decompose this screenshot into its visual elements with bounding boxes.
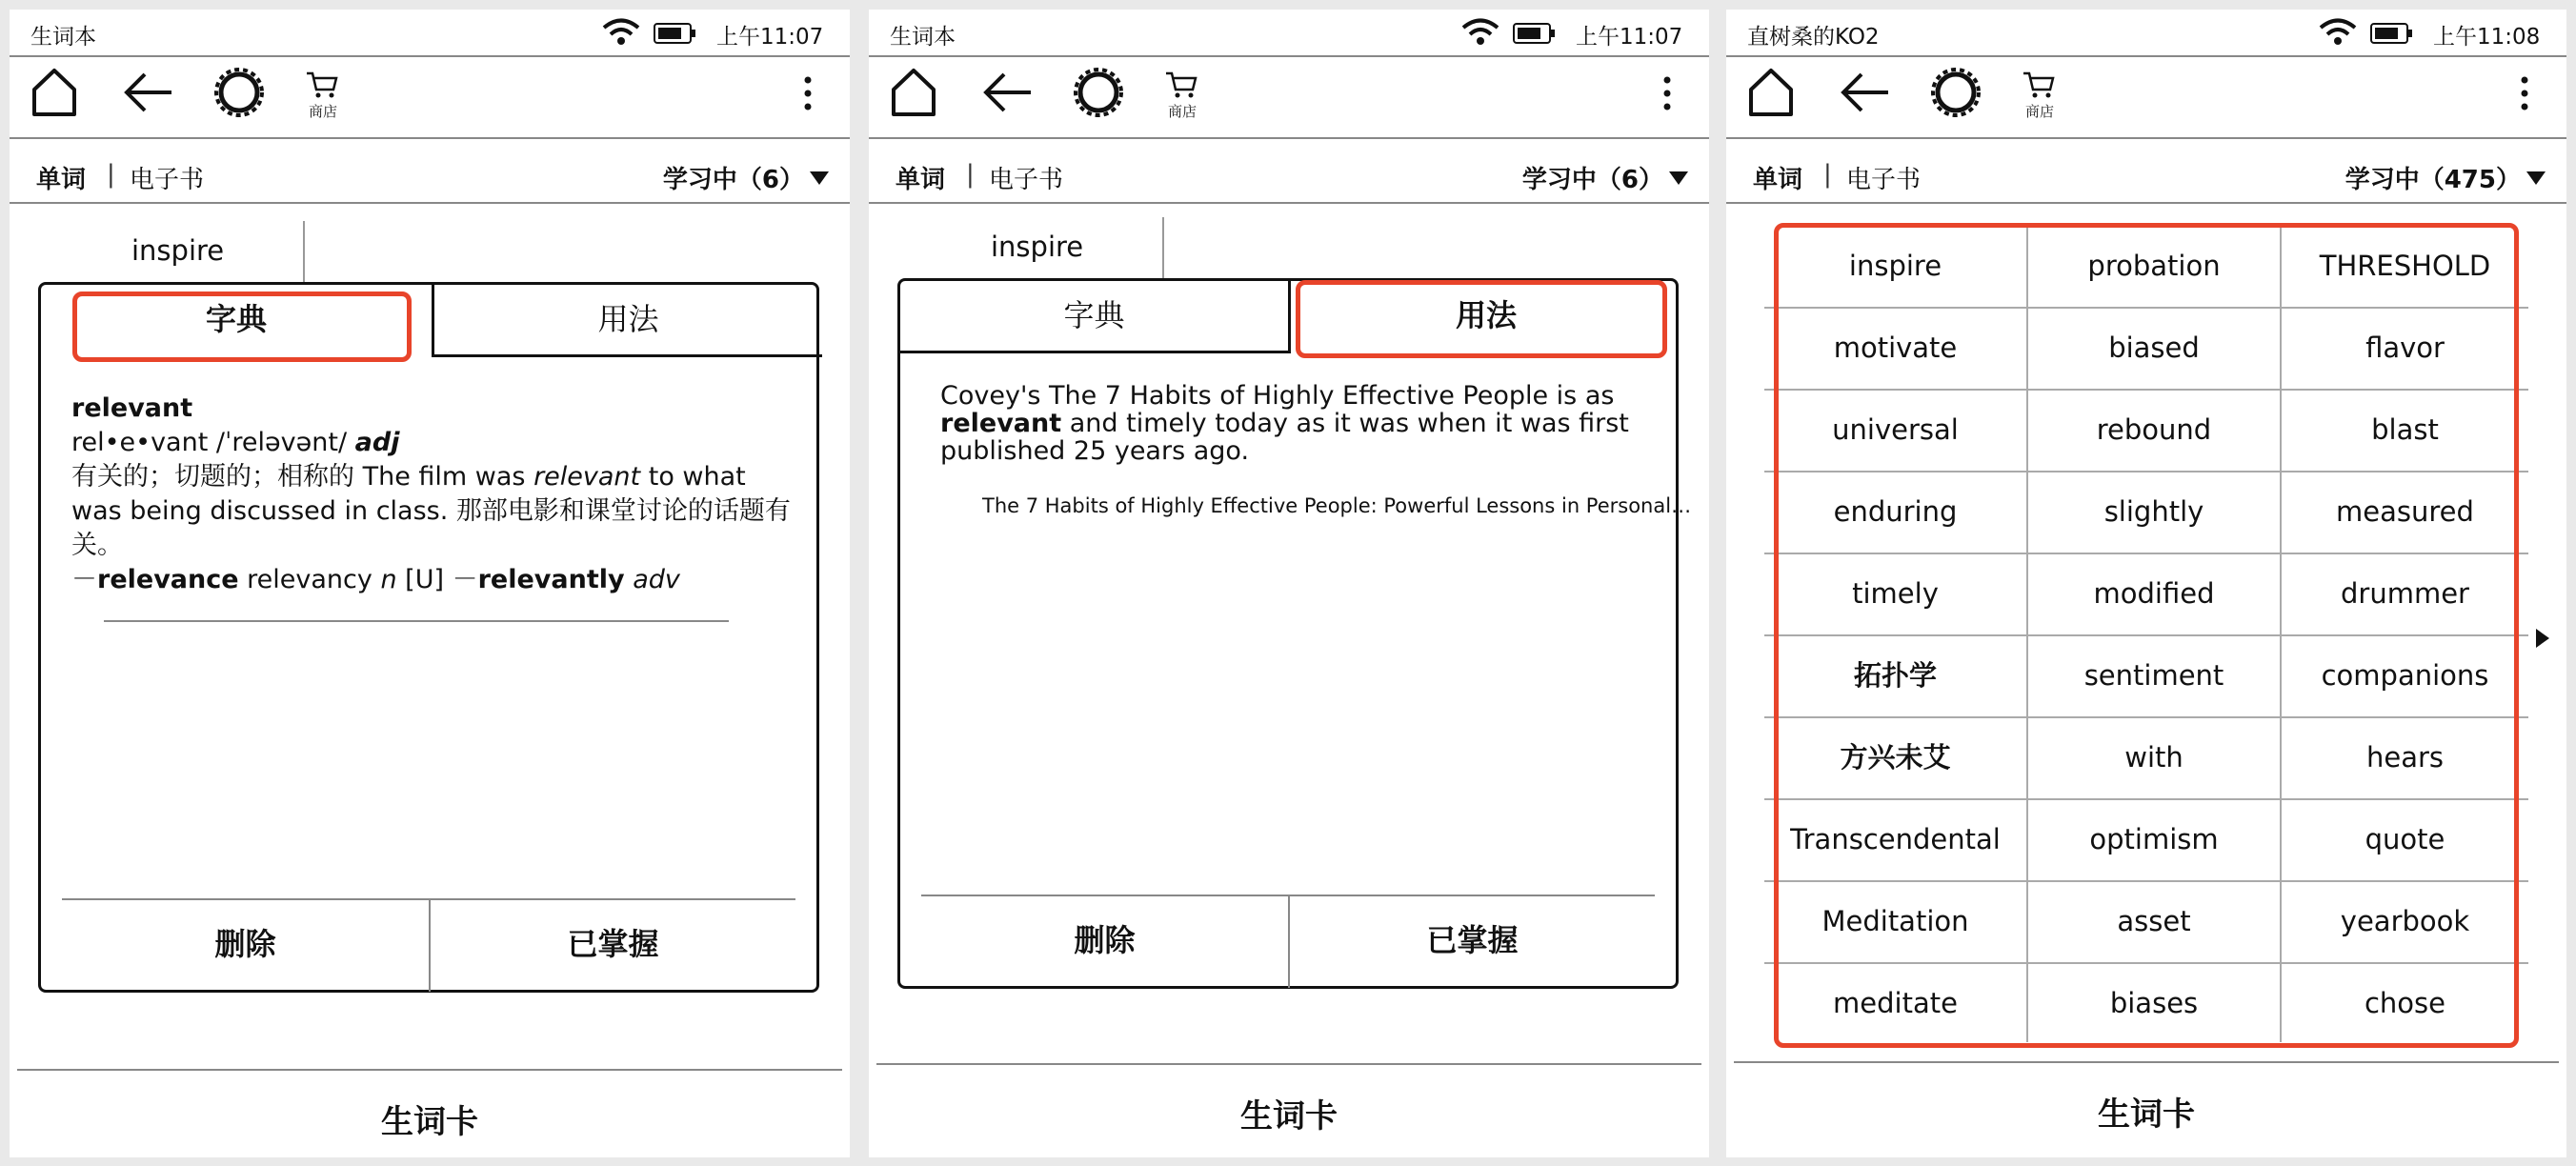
screen-word-grid <box>1726 10 2566 1157</box>
word-cell[interactable]: biases <box>2109 987 2199 1019</box>
example-word: relevant <box>533 462 641 492</box>
divider <box>869 202 1709 204</box>
view-tabs <box>869 152 1709 202</box>
triangle-right-icon[interactable] <box>2536 629 2549 648</box>
store-button[interactable] <box>1164 70 1212 120</box>
word-cell[interactable]: flavor <box>2365 332 2445 364</box>
view-tabs <box>1726 152 2566 202</box>
divider <box>1162 217 1164 282</box>
wifi-icon <box>1459 17 1501 46</box>
related-word: relevantly <box>477 565 625 594</box>
back-arrow-icon[interactable] <box>1839 69 1892 116</box>
battery-icon <box>2370 23 2414 44</box>
word-cell[interactable]: drummer <box>2341 577 2469 610</box>
related-pos: n <box>380 565 397 594</box>
highlight-box <box>1296 280 1667 358</box>
word-cell[interactable]: hears <box>2365 741 2445 774</box>
mastered-button[interactable]: 已掌握 <box>429 900 795 992</box>
wifi-icon <box>2317 17 2359 46</box>
word-cell[interactable]: optimism <box>2089 823 2219 855</box>
example-b: to what was being discussed in class. 那部电影和课堂讨论的话题有关。 <box>71 462 791 560</box>
status-app-name: 生词本 <box>890 25 956 50</box>
entry-word: relevant <box>71 393 193 423</box>
definition-cn: 有关的；切题的；相称的 <box>71 462 354 492</box>
more-vert-icon[interactable] <box>798 74 817 112</box>
ipa: /ˈreləvənt/ <box>215 428 348 457</box>
word-cell[interactable]: slightly <box>2103 495 2204 528</box>
example-a: The film was <box>362 462 526 492</box>
battery-icon <box>1513 23 1557 44</box>
tab-ebook[interactable]: 电子书 <box>989 166 1064 194</box>
tab-words[interactable]: 单词 <box>1753 166 1803 194</box>
store-label: 商店 <box>2025 103 2055 120</box>
word-cell[interactable]: meditate <box>1833 987 1958 1019</box>
delete-button[interactable]: 删除 <box>214 926 276 962</box>
definition <box>71 460 795 563</box>
cart-icon <box>2022 70 2056 99</box>
tab-separator: | <box>1823 160 1832 189</box>
screen-dictionary-view <box>10 10 850 1157</box>
divider <box>869 137 1709 139</box>
related-pos: adv <box>633 565 680 594</box>
mastered-button[interactable]: 已掌握 <box>1288 896 1655 988</box>
word-cell[interactable]: probation <box>2087 250 2221 282</box>
back-arrow-icon[interactable] <box>122 69 175 116</box>
screen-usage-view <box>869 10 1709 1157</box>
syllables: rel•e•vant <box>71 428 209 457</box>
related-tag: [U] <box>405 565 445 594</box>
pronunciation-line <box>71 426 795 460</box>
divider <box>10 202 850 204</box>
word-cell[interactable]: measured <box>2336 495 2474 528</box>
word-card <box>897 278 1692 989</box>
status-bar <box>869 10 1709 55</box>
word-card <box>38 282 819 993</box>
highlight-box <box>1774 223 2519 1048</box>
word-cell[interactable]: enduring <box>1833 495 1958 528</box>
word-cell[interactable]: biased <box>2108 332 2200 364</box>
usage-example <box>940 382 1645 465</box>
highlight-box <box>72 292 412 362</box>
word-cell[interactable]: blast <box>2371 413 2439 446</box>
word-cell[interactable]: inspire <box>1848 250 1942 282</box>
status-time: 上午11:07 <box>716 25 824 50</box>
word-cell[interactable]: quote <box>2365 823 2445 855</box>
word-cell[interactable]: chose <box>2364 987 2446 1019</box>
word-cell[interactable]: 拓扑学 <box>1853 659 1937 692</box>
headword: inspire <box>131 234 225 267</box>
tab-usage[interactable]: 用法 <box>432 285 822 357</box>
word-cell[interactable]: THRESHOLD <box>2319 250 2491 282</box>
settings-gear-icon[interactable] <box>1930 67 1982 118</box>
back-arrow-icon[interactable] <box>981 69 1035 116</box>
view-tabs <box>10 152 850 202</box>
word-cell[interactable]: Transcendental <box>1790 823 2001 855</box>
word-cell[interactable]: motivate <box>1833 332 1958 364</box>
store-label: 商店 <box>1168 103 1197 120</box>
status-app-name: 生词本 <box>30 25 96 50</box>
status-time: 上午11:08 <box>2433 25 2541 50</box>
tab-usage[interactable]: 用法 <box>1455 297 1517 333</box>
divider <box>10 137 850 139</box>
triangle-down-icon[interactable] <box>810 171 829 185</box>
example-highlight-word: relevant <box>940 409 1062 438</box>
word-cell[interactable]: Meditation <box>1821 905 1969 937</box>
word-card-title: 生词卡 <box>1240 1097 1338 1136</box>
divider <box>869 55 1709 57</box>
cart-icon <box>305 70 339 99</box>
settings-gear-icon[interactable] <box>1073 67 1124 118</box>
status-time: 上午11:07 <box>1576 25 1683 50</box>
word-cell[interactable]: yearbook <box>2340 905 2470 937</box>
wifi-icon <box>600 17 642 46</box>
related-word: relevance <box>97 565 239 594</box>
tab-dictionary[interactable]: 字典 <box>205 301 267 337</box>
tab-separator: | <box>966 160 975 189</box>
word-cell[interactable]: with <box>2124 741 2184 774</box>
tab-ebook[interactable]: 电子书 <box>130 166 205 194</box>
home-icon[interactable] <box>1747 67 1795 118</box>
store-button[interactable] <box>2022 70 2069 120</box>
dash: － <box>71 565 97 594</box>
more-vert-icon[interactable] <box>2515 74 2534 112</box>
status-filter-dropdown[interactable]: 学习中（6） <box>1521 166 1663 194</box>
status-filter-dropdown[interactable]: 学习中（475） <box>2345 166 2521 194</box>
word-cell[interactable]: modified <box>2093 577 2215 610</box>
status-app-name: 直树桑的KO2 <box>1747 25 1880 50</box>
triangle-down-icon[interactable] <box>2526 171 2546 185</box>
delete-button[interactable]: 删除 <box>1074 922 1136 958</box>
word-cell[interactable]: sentiment <box>2083 659 2224 692</box>
tab-ebook[interactable]: 电子书 <box>1846 166 1922 194</box>
divider <box>104 620 729 622</box>
settings-gear-icon[interactable] <box>213 67 265 118</box>
status-bar <box>10 10 850 55</box>
part-of-speech: adj <box>354 428 400 457</box>
home-icon[interactable] <box>30 67 78 118</box>
headword: inspire <box>991 231 1084 263</box>
word-card-title: 生词卡 <box>2098 1096 2195 1134</box>
card-actions <box>62 898 795 990</box>
example-sentence-b: and timely today as it was when it was first published 25 years ago. <box>940 409 1629 466</box>
example-source[interactable]: The 7 Habits of Highly Effective People: Powerful Lessons in Personal… <box>982 494 1692 517</box>
triangle-down-icon[interactable] <box>1669 171 1688 185</box>
dash: － <box>452 565 478 594</box>
word-cell[interactable]: rebound <box>2096 413 2212 446</box>
store-button[interactable] <box>305 70 352 120</box>
tab-words[interactable]: 单词 <box>896 166 946 194</box>
battery-icon <box>654 23 697 44</box>
related-forms <box>71 563 795 597</box>
cart-icon <box>1164 70 1198 99</box>
divider <box>1726 202 2566 204</box>
tab-separator: | <box>107 160 115 189</box>
divider <box>303 221 305 286</box>
divider <box>1734 1061 2559 1063</box>
home-icon[interactable] <box>890 67 937 118</box>
tab-words[interactable]: 单词 <box>36 166 87 194</box>
word-card-title: 生词卡 <box>381 1103 478 1141</box>
dictionary-entry <box>71 392 795 597</box>
more-vert-icon[interactable] <box>1658 74 1677 112</box>
divider <box>1726 137 2566 139</box>
word-cell[interactable]: asset <box>2117 905 2191 937</box>
divider <box>10 55 850 57</box>
divider <box>1726 55 2566 57</box>
example-sentence-a: Covey's The 7 Habits of Highly Effective People is as <box>940 381 1615 411</box>
status-bar <box>1726 10 2566 55</box>
related-word: relevancy <box>247 565 372 594</box>
divider <box>17 1069 842 1071</box>
word-cell[interactable]: companions <box>2321 659 2489 692</box>
store-label: 商店 <box>309 103 338 120</box>
divider <box>876 1063 1701 1065</box>
tab-dictionary[interactable]: 字典 <box>900 281 1291 353</box>
word-cell[interactable]: 方兴未艾 <box>1840 741 1951 774</box>
status-filter-dropdown[interactable]: 学习中（6） <box>662 166 804 194</box>
word-cell[interactable]: universal <box>1832 413 1959 446</box>
card-actions <box>921 895 1655 986</box>
word-cell[interactable]: timely <box>1852 577 1939 610</box>
